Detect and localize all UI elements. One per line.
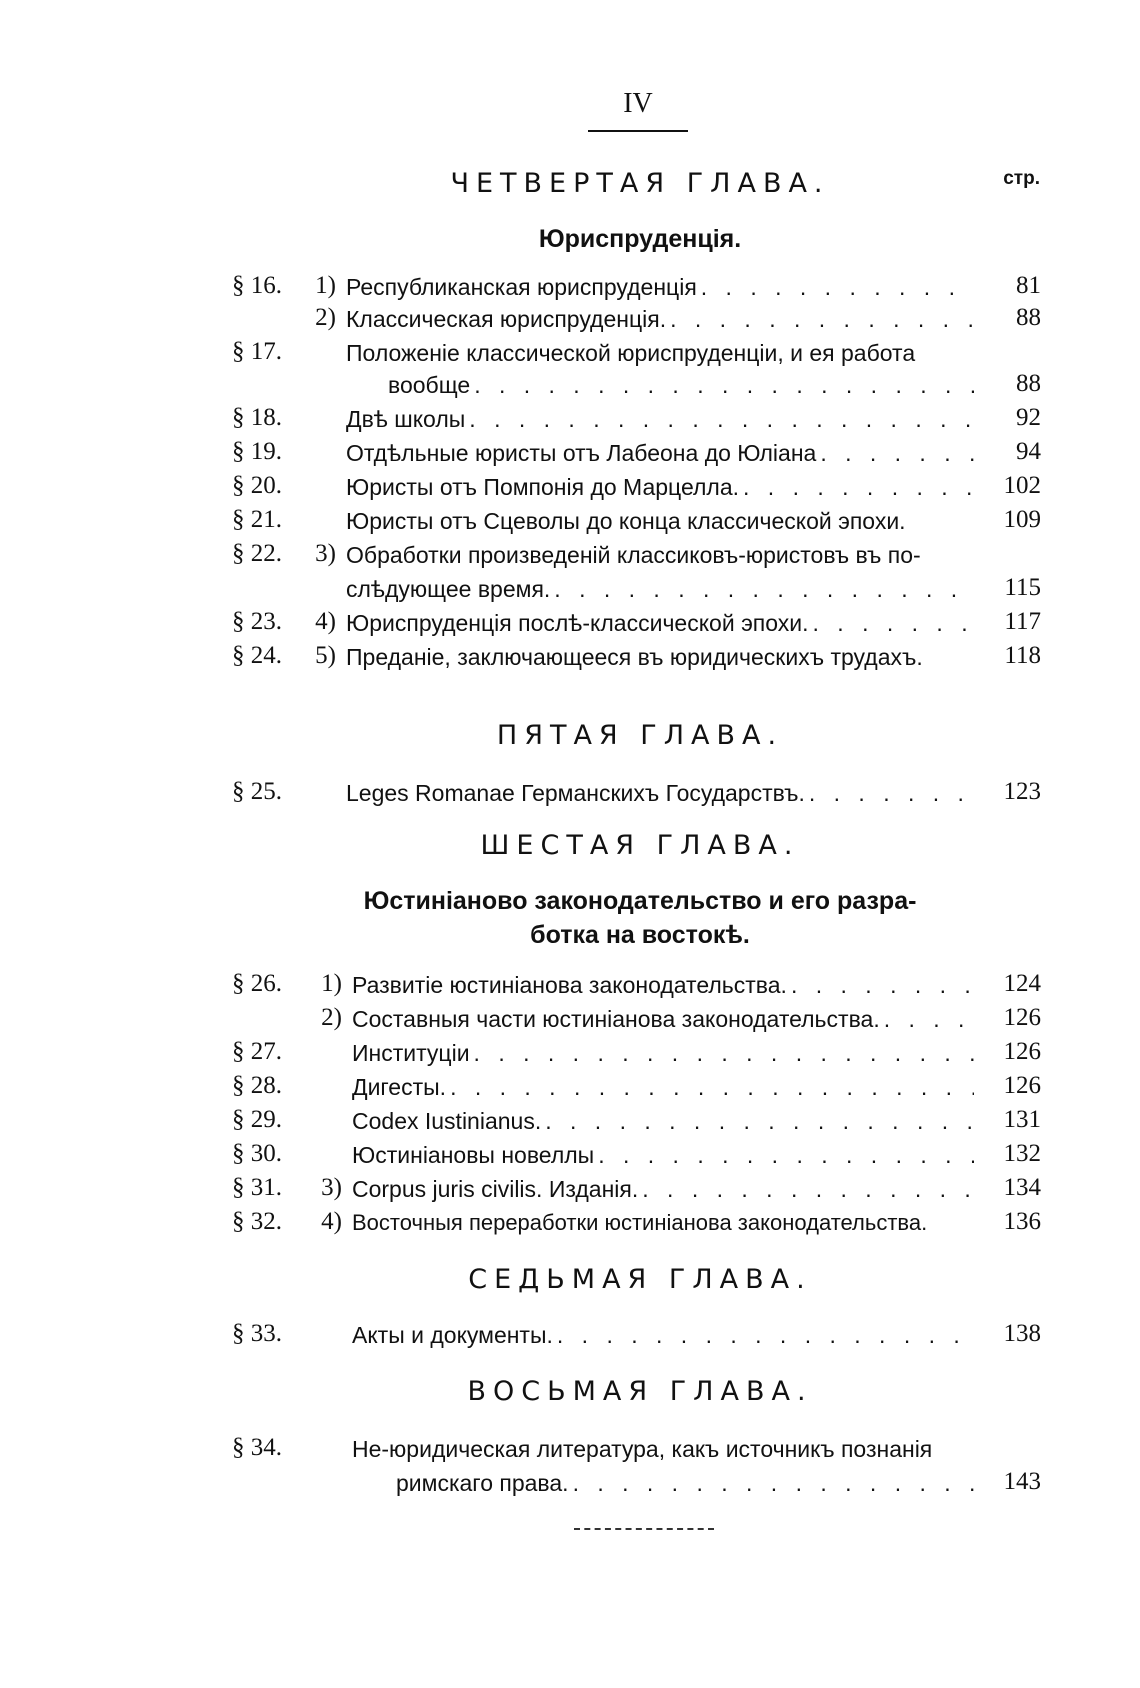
entry-page: 132 [1003,1140,1041,1167]
entry-page: 138 [1003,1320,1041,1347]
entry-title: Положеніе классической юриспруденціи, и ея работа [346,340,916,366]
entry-page: 115 [1004,574,1041,601]
entry-page: 109 [1003,506,1041,533]
entry-paragraph: § 34. [232,1434,282,1461]
dot-leader [701,274,974,301]
chapter-5-title: ПЯТАЯ ГЛАВА. [496,720,784,751]
entry-number: 2) [321,1004,342,1031]
entry-number: 5) [315,642,336,669]
toc-entry[interactable] [0,436,1140,470]
entry-number: 3) [315,540,336,567]
dot-leader [820,440,974,467]
entry-title: Юристы отъ Сцеволы до конца классической эпохи. [346,508,906,534]
toc-entry[interactable] [0,368,1140,402]
dot-leader [670,306,974,333]
dot-leader [474,1040,974,1067]
entry-page: 123 [1003,778,1041,805]
toc-entry[interactable] [0,1206,1140,1240]
entry-title: Классическая юриспруденція. [346,306,667,332]
toc-entry[interactable] [0,572,1140,606]
toc-entry[interactable] [0,606,1140,640]
dot-leader [809,780,974,807]
dot-leader [791,972,974,999]
entry-page: 143 [1003,1468,1041,1495]
page-number-rule [588,130,688,132]
entry-number: 3) [321,1174,342,1201]
chapter-6-title: ШЕСТАЯ ГЛАВА. [480,830,800,861]
entry-paragraph: § 32. [232,1208,282,1235]
dot-leader [450,1074,974,1101]
entry-paragraph: § 30. [232,1140,282,1167]
toc-entry[interactable] [0,1036,1140,1070]
dot-leader [813,610,974,637]
entry-paragraph: § 18. [232,404,282,431]
entry-page: 94 [1016,438,1041,465]
toc-entry[interactable] [0,1466,1140,1500]
entry-page: 88 [1016,370,1041,397]
dot-leader [573,1470,974,1497]
toc-entry[interactable] [0,470,1140,504]
entry-paragraph: § 21. [232,506,282,533]
entry-paragraph: § 23. [232,608,282,635]
entry-title: Codex Iustinianus. [352,1108,542,1134]
dot-leader [474,372,974,399]
entry-number: 4) [315,608,336,635]
entry-paragraph: § 20. [232,472,282,499]
entry-page: 131 [1003,1106,1041,1133]
entry-paragraph: § 31. [232,1174,282,1201]
entry-title: Юриспруденція послѣ-классической эпохи. [346,610,809,636]
chapter-7-title: СЕДЬМАЯ ГЛАВА. [468,1264,812,1295]
page-column-header: стр. [1003,168,1040,189]
chapter-4-subtitle: Юриспруденція. [538,225,742,253]
toc-entry[interactable] [0,1432,1140,1466]
entry-title: римскаго права. [396,1470,569,1496]
chapter-4-title: ЧЕТВЕРТАЯ ГЛАВА. [450,168,830,199]
entry-title: Юристы отъ Помпонія до Марцелла. [346,474,740,500]
toc-entry[interactable] [0,302,1140,336]
entry-title: Акты и документы. [352,1322,553,1348]
entry-title: Обработки произведеній классиковъ-юристовъ въ по- [346,542,921,568]
entry-page: 88 [1016,304,1041,331]
toc-entry[interactable] [0,504,1140,538]
dot-leader [545,1108,974,1135]
entry-title: Двѣ школы [346,406,466,432]
toc-entry[interactable] [0,1002,1140,1036]
toc-entry[interactable] [0,1172,1140,1206]
entry-paragraph: § 19. [232,438,282,465]
entry-title: Не-юридическая литература, какъ источникъ познанія [352,1436,933,1462]
dot-leader [554,576,974,603]
toc-entry[interactable] [0,538,1140,572]
toc-entry[interactable] [0,776,1140,810]
entry-title: Юстиніановы новеллы [352,1142,595,1168]
toc-entry[interactable] [0,640,1140,674]
toc-entry[interactable] [0,270,1140,304]
toc-entry[interactable] [0,336,1140,370]
entry-paragraph: § 33. [232,1320,282,1347]
entry-paragraph: § 17. [232,338,282,365]
chapter-6-subtitle-line-1: Юстиніаново законодательство и его разра- [363,887,917,915]
entry-page: 126 [1003,1038,1041,1065]
dot-leader [598,1142,974,1169]
dot-leader [469,406,974,433]
toc-entry[interactable] [0,1070,1140,1104]
entry-title: Corpus juris civilis. Изданія. [352,1176,639,1202]
entry-number: 1) [321,970,342,997]
chapter-8-title: ВОСЬМАЯ ГЛАВА. [467,1376,813,1407]
entry-title: Институціи [352,1040,470,1066]
entry-title: Развитіе юстиніанова законодательства. [352,972,787,998]
toc-entry[interactable] [0,1138,1140,1172]
entry-number: 2) [315,304,336,331]
entry-title: Дигесты. [352,1074,447,1100]
entry-title: Восточныя переработки юстиніанова законодательства. [352,1210,928,1235]
entry-title: Leges Romanae Германскихъ Государствъ. [346,780,805,806]
entry-paragraph: § 16. [232,272,282,299]
chapter-6-subtitle-line-2: ботка на востокѣ. [530,921,750,949]
entry-page: 81 [1016,272,1041,299]
dot-leader [557,1322,974,1349]
entry-title: Составныя части юстиніанова законодательства. [352,1006,880,1032]
entry-title: вообще [388,372,471,398]
dot-leader [884,1006,974,1033]
entry-page: 117 [1004,608,1041,635]
toc-entry[interactable] [0,1104,1140,1138]
page-number: IV [623,88,653,119]
entry-number: 4) [321,1208,342,1235]
entry-number: 1) [315,272,336,299]
entry-page: 102 [1003,472,1041,499]
toc-entry[interactable] [0,968,1140,1002]
entry-page: 124 [1003,970,1041,997]
entry-page: 92 [1016,404,1041,431]
entry-page: 134 [1003,1174,1041,1201]
entry-page: 136 [1003,1208,1041,1235]
entry-title: слѣдующее время. [346,576,551,602]
toc-entry[interactable] [0,1318,1140,1352]
dot-leader [743,474,974,501]
entry-title: Республиканская юриспруденція [346,274,697,300]
entry-title: Преданіе, заключающееся въ юридическихъ трудахъ. [346,644,923,670]
entry-paragraph: § 22. [232,540,282,567]
entry-paragraph: § 29. [232,1106,282,1133]
entry-paragraph: § 25. [232,778,282,805]
entry-paragraph: § 27. [232,1038,282,1065]
entry-title: Отдѣльные юристы отъ Лабеона до Юліана [346,440,817,466]
entry-page: 118 [1004,642,1041,669]
entry-paragraph: § 26. [232,970,282,997]
entry-paragraph: § 24. [232,642,282,669]
entry-page: 126 [1003,1004,1041,1031]
dot-leader [642,1176,974,1203]
entry-page: 126 [1003,1072,1041,1099]
entry-paragraph: § 28. [232,1072,282,1099]
toc-entry[interactable] [0,402,1140,436]
end-ornament [574,1528,714,1532]
